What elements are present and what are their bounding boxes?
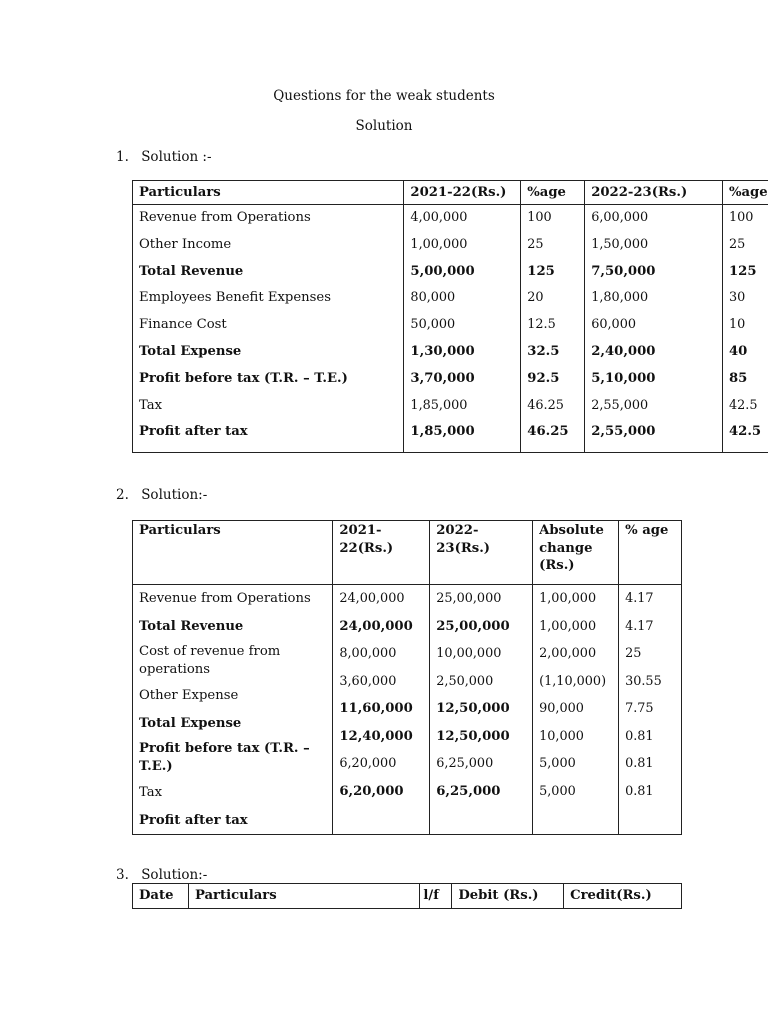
table-2-header-row xyxy=(133,521,682,585)
table-2-year1-column xyxy=(333,585,430,835)
table-2-value: 0.81 xyxy=(625,783,654,799)
table-1-cell: 125 xyxy=(722,259,768,286)
table-3-header-cell: Date xyxy=(133,884,189,909)
table-1-row xyxy=(133,205,768,232)
table-1-cell: 85 xyxy=(722,366,768,393)
table-2 xyxy=(132,520,682,835)
section-2-number: 2. xyxy=(116,487,129,503)
table-1-row xyxy=(133,419,768,452)
table-1-cell: 60,000 xyxy=(585,312,723,339)
table-2-empty-space xyxy=(339,805,429,831)
table-1-cell: 7,50,000 xyxy=(585,259,723,286)
table-1-header-cell: %age xyxy=(521,181,585,205)
table-2-particulars-column xyxy=(133,585,333,835)
table-2-particulars-item: Other Expense xyxy=(139,688,239,703)
table-2-year2-column xyxy=(430,585,533,835)
table-2-particulars-item: Profit after tax xyxy=(139,812,248,828)
section-2-label: Solution:- xyxy=(141,487,208,503)
table-1-row xyxy=(133,259,768,286)
table-1-cell: 92.5 xyxy=(521,366,585,393)
table-1-row xyxy=(133,339,768,366)
table-2-empty-space xyxy=(625,805,681,831)
table-2-particulars-item: Profit before tax (T.R. – T.E.) xyxy=(139,741,310,774)
table-2-value: 6,25,000 xyxy=(436,783,501,799)
table-3-header-cell: Debit (Rs.) xyxy=(452,884,564,909)
table-1-cell: 46.25 xyxy=(521,393,585,420)
document-heading: Questions for the weak students xyxy=(273,88,495,104)
table-2-value: 25,00,000 xyxy=(436,591,502,606)
section-1-number: 1. xyxy=(116,149,129,165)
table-2-empty-space xyxy=(539,805,618,831)
table-1-cell: 25 xyxy=(722,232,768,259)
table-1-cell: 2,55,000 xyxy=(585,419,723,452)
table-1-cell: Profit after tax xyxy=(133,419,404,452)
table-1-cell: 30 xyxy=(722,285,768,312)
table-2-value: 2,50,000 xyxy=(436,673,494,689)
table-2-absolute-change-column xyxy=(533,585,619,835)
table-2-value: 1,00,000 xyxy=(539,591,597,606)
table-2-value: 6,25,000 xyxy=(436,756,494,771)
table-1-row xyxy=(133,285,768,312)
table-2-value: 1,00,000 xyxy=(539,618,597,634)
table-2-header-cell: % age xyxy=(619,521,682,585)
table-2-percent-column xyxy=(619,585,682,835)
table-2-value: 10,00,000 xyxy=(436,646,502,661)
table-1-cell: 1,30,000 xyxy=(404,339,521,366)
table-2-value: 24,00,000 xyxy=(339,591,405,606)
table-1-cell: 32.5 xyxy=(521,339,585,366)
table-2-value: 0.81 xyxy=(625,728,654,744)
table-1-header-cell: Particulars xyxy=(133,181,404,205)
table-1-cell: Other Income xyxy=(133,232,404,259)
table-1-cell: 1,00,000 xyxy=(404,232,521,259)
table-1-row xyxy=(133,366,768,393)
table-3-header-cell: l/f xyxy=(420,884,452,909)
table-1-cell: 5,10,000 xyxy=(585,366,723,393)
table-2-value: 12,50,000 xyxy=(436,701,510,716)
table-1-cell: 1,80,000 xyxy=(585,285,723,312)
table-1-header-cell: 2022-23(Rs.) xyxy=(585,181,723,205)
table-2-value: 4.17 xyxy=(625,591,654,606)
table-2-particulars-item: Total Revenue xyxy=(139,618,244,634)
table-2-header-cell: Absolute change (Rs.) xyxy=(533,521,619,585)
table-1-cell: 10 xyxy=(722,312,768,339)
table-1-cell: 5,00,000 xyxy=(404,259,521,286)
table-3-header-cell: Credit(Rs.) xyxy=(564,884,682,909)
table-1-header-cell: 2021-22(Rs.) xyxy=(404,181,521,205)
table-2-value: (1,10,000) xyxy=(539,673,607,689)
table-1-cell: 50,000 xyxy=(404,312,521,339)
table-1-cell: Profit before tax (T.R. – T.E.) xyxy=(133,366,404,393)
table-1-cell: 20 xyxy=(521,285,585,312)
table-2-body-row xyxy=(133,585,682,835)
table-2-value: 25,00,000 xyxy=(436,618,510,634)
table-1-cell: Total Revenue xyxy=(133,259,404,286)
table-3 xyxy=(132,883,682,909)
table-2-empty-space xyxy=(436,805,532,831)
table-2-value: 25 xyxy=(625,646,642,661)
table-1-cell: 100 xyxy=(722,205,768,232)
table-2-value: 4.17 xyxy=(625,618,654,634)
table-2-value: 10,000 xyxy=(539,728,584,744)
table-2-value: 30.55 xyxy=(625,673,662,689)
table-1-row xyxy=(133,393,768,420)
table-2-value: 6,20,000 xyxy=(339,783,404,799)
table-1-cell: Tax xyxy=(133,393,404,420)
table-1-cell: 2,55,000 xyxy=(585,393,723,420)
table-2-value: 5,000 xyxy=(539,756,576,771)
table-1-cell: 46.25 xyxy=(521,419,585,452)
table-2-value: 6,20,000 xyxy=(339,756,397,771)
table-1-cell: 1,85,000 xyxy=(404,419,521,452)
table-1-cell: 42.5 xyxy=(722,393,768,420)
table-1-cell: 100 xyxy=(521,205,585,232)
table-1-cell: Revenue from Operations xyxy=(133,205,404,232)
table-1-cell: 25 xyxy=(521,232,585,259)
table-2-value: 7.75 xyxy=(625,701,654,716)
table-2-particulars-item: Revenue from Operations xyxy=(139,591,311,606)
table-2-value: 12,50,000 xyxy=(436,728,510,744)
table-2-value: 0.81 xyxy=(625,756,654,771)
table-2-value: 90,000 xyxy=(539,701,584,716)
table-1-cell: Employees Benefit Expenses xyxy=(133,285,404,312)
table-3-header-row xyxy=(133,884,682,909)
section-1-heading xyxy=(116,149,212,165)
table-1-cell: 3,70,000 xyxy=(404,366,521,393)
section-2-heading xyxy=(116,487,207,503)
table-2-particulars-item: Tax xyxy=(139,785,163,800)
table-2-value: 24,00,000 xyxy=(339,618,413,634)
table-1 xyxy=(132,180,768,453)
table-2-value: 5,000 xyxy=(539,783,576,799)
table-2-value: 2,00,000 xyxy=(539,646,597,661)
table-1-cell: 2,40,000 xyxy=(585,339,723,366)
section-3-label: Solution:- xyxy=(141,867,208,883)
table-1-cell: 80,000 xyxy=(404,285,521,312)
table-1-cell: 1,85,000 xyxy=(404,393,521,420)
table-1-cell: 125 xyxy=(521,259,585,286)
table-2-header-cell: 2021-22(Rs.) xyxy=(333,521,430,585)
table-3-header-cell: Particulars xyxy=(188,884,419,909)
table-1-cell: 40 xyxy=(722,339,768,366)
table-2-value: 11,60,000 xyxy=(339,701,413,716)
section-1-label: Solution :- xyxy=(141,149,212,165)
table-2-value: 3,60,000 xyxy=(339,673,397,689)
table-2-value: 8,00,000 xyxy=(339,646,397,661)
table-1-cell: 4,00,000 xyxy=(404,205,521,232)
table-2-value: 12,40,000 xyxy=(339,728,413,744)
document-subheading: Solution xyxy=(355,118,413,134)
table-1-row xyxy=(133,232,768,259)
table-1-header-row xyxy=(133,181,768,205)
table-1-cell: Finance Cost xyxy=(133,312,404,339)
table-2-particulars-item: Cost of revenue from operations xyxy=(139,644,281,677)
table-1-cell: 6,00,000 xyxy=(585,205,723,232)
table-1-cell: 42.5 xyxy=(722,419,768,452)
table-2-header-cell: 2022-23(Rs.) xyxy=(430,521,533,585)
table-1-cell: 12.5 xyxy=(521,312,585,339)
section-3-heading xyxy=(116,867,207,883)
table-1-row xyxy=(133,312,768,339)
section-3-number: 3. xyxy=(116,867,129,883)
table-1-header-cell: %age xyxy=(722,181,768,205)
table-1-cell: 1,50,000 xyxy=(585,232,723,259)
table-2-header-cell: Particulars xyxy=(133,521,333,585)
table-2-particulars-item: Total Expense xyxy=(139,715,242,731)
table-1-cell: Total Expense xyxy=(133,339,404,366)
